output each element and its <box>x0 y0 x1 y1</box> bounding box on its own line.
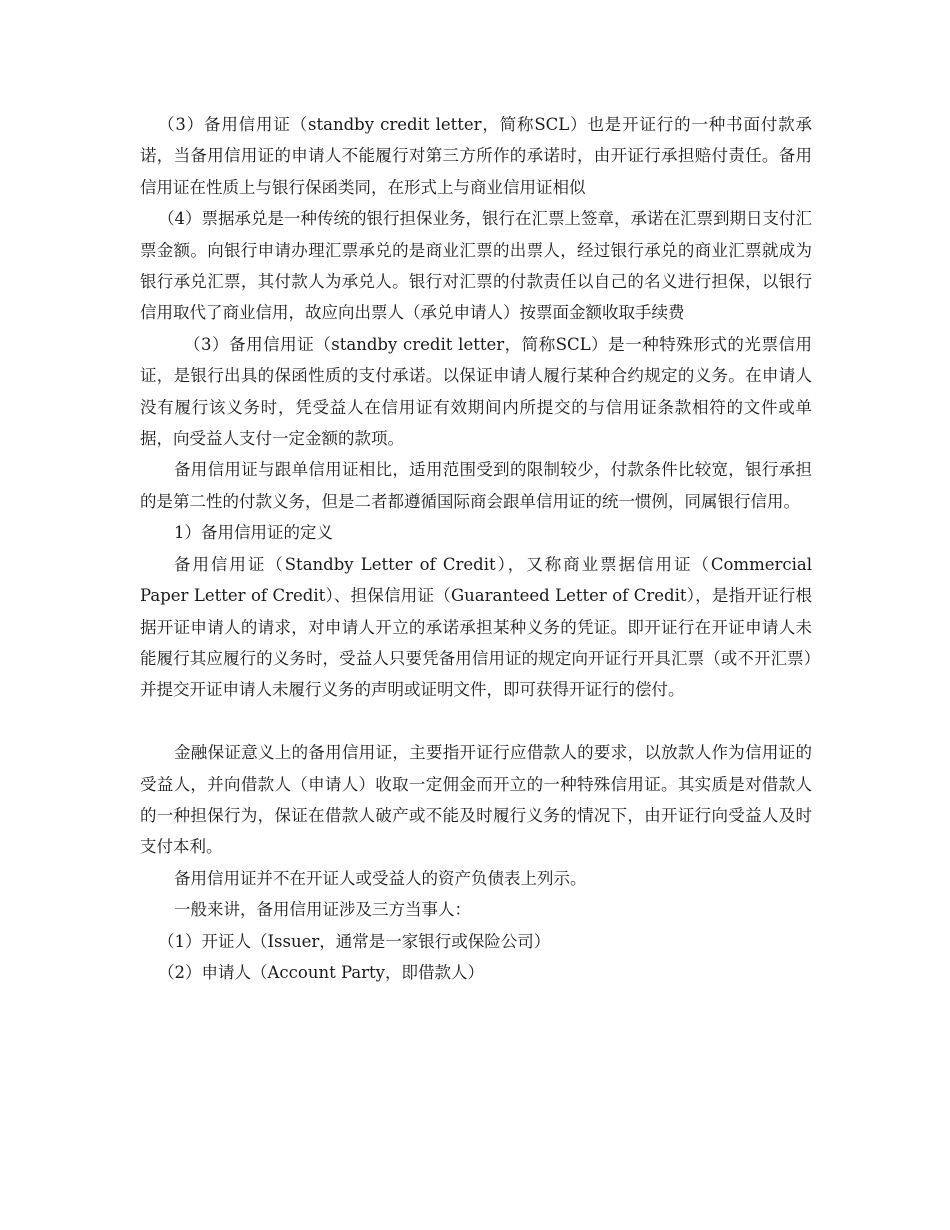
paragraph-standby-letter-clean: （3）备用信用证（standby credit letter，简称SCL）是一种特殊形式的光票信用证，是银行出具的保函性质的支付承诺。以保证申请人履行某种合约规定的义务。在申请人没有履行该义务时，凭受益人在信用证有效期间内所提交的与信用证条款相符的文件或单据，向受益人支付一定金额的款项。 <box>140 334 812 449</box>
list-item-issuer: （1）开证人（Issuer，通常是一家银行或保险公司） <box>158 931 551 951</box>
paragraph-comparison: 备用信用证与跟单信用证相比，适用范围受到的限制较少，付款条件比较宽，银行承担的是第二性的付款义务，但是二者都遵循国际商会跟单信用证的统一惯例，同属银行信用。 <box>140 460 812 511</box>
paragraph-standby-letter-intro: （3）备用信用证（standby credit letter，简称SCL）也是开证行的一种书面付款承诺，当备用信用证的申请人不能履行对第三方所作的承诺时，由开证行承担赔付责任。备用信用证在性质上与银行保函类同，在形式上与商业信用证相似 <box>140 115 812 197</box>
section-heading-definition: 1）备用信用证的定义 <box>174 523 333 543</box>
paragraph-financial-guarantee: 金融保证意义上的备用信用证，主要指开证行应借款人的要求，以放款人作为信用证的受益人，并向借款人（申请人）收取一定佣金而开立的一种特殊信用证。其实质是对借款人的一种担保行为，保证在借款人破产或不能及时履行义务的情况下，由开证行向受益人及时支付本利。 <box>140 743 812 857</box>
blank-line <box>140 706 812 737</box>
paragraph-definition: 备用信用证（Standby Letter of Credit），又称商业票据信用证（Commercial Paper Letter of Credit）、担保信用证（Guaranteed Letter of Credit），是指开证行根据开证申请人的请求，对申请人开立的承诺承担某种义务的凭证。即开证行在开证申请人未能履行其应履行的义务时，受益人只要凭备用信用证的规定向开证行开具汇票（或不开汇票）并提交开证申请人未履行义务的声明或证明文件，即可获得开证行的偿付。 <box>140 554 812 700</box>
list-item-applicant: （2）申请人（Account Party，即借款人） <box>158 962 484 982</box>
paragraph-balance-sheet: 备用信用证并不在开证人或受益人的资产负债表上列示。 <box>174 868 587 888</box>
paragraph-parties-intro: 一般来讲，备用信用证涉及三方当事人： <box>174 900 471 920</box>
document-body <box>140 109 812 988</box>
paragraph-bill-acceptance: （4）票据承兑是一种传统的银行担保业务，银行在汇票上签章，承诺在汇票到期日支付汇票金额。向银行申请办理汇票承兑的是商业汇票的出票人，经过银行承兑的商业汇票就成为银行承兑汇票，其付款人为承兑人。银行对汇票的付款责任以自己的名义进行担保，以银行信用取代了商业信用，故应向出票人（承兑申请人）按票面金额收取手续费 <box>140 209 812 323</box>
